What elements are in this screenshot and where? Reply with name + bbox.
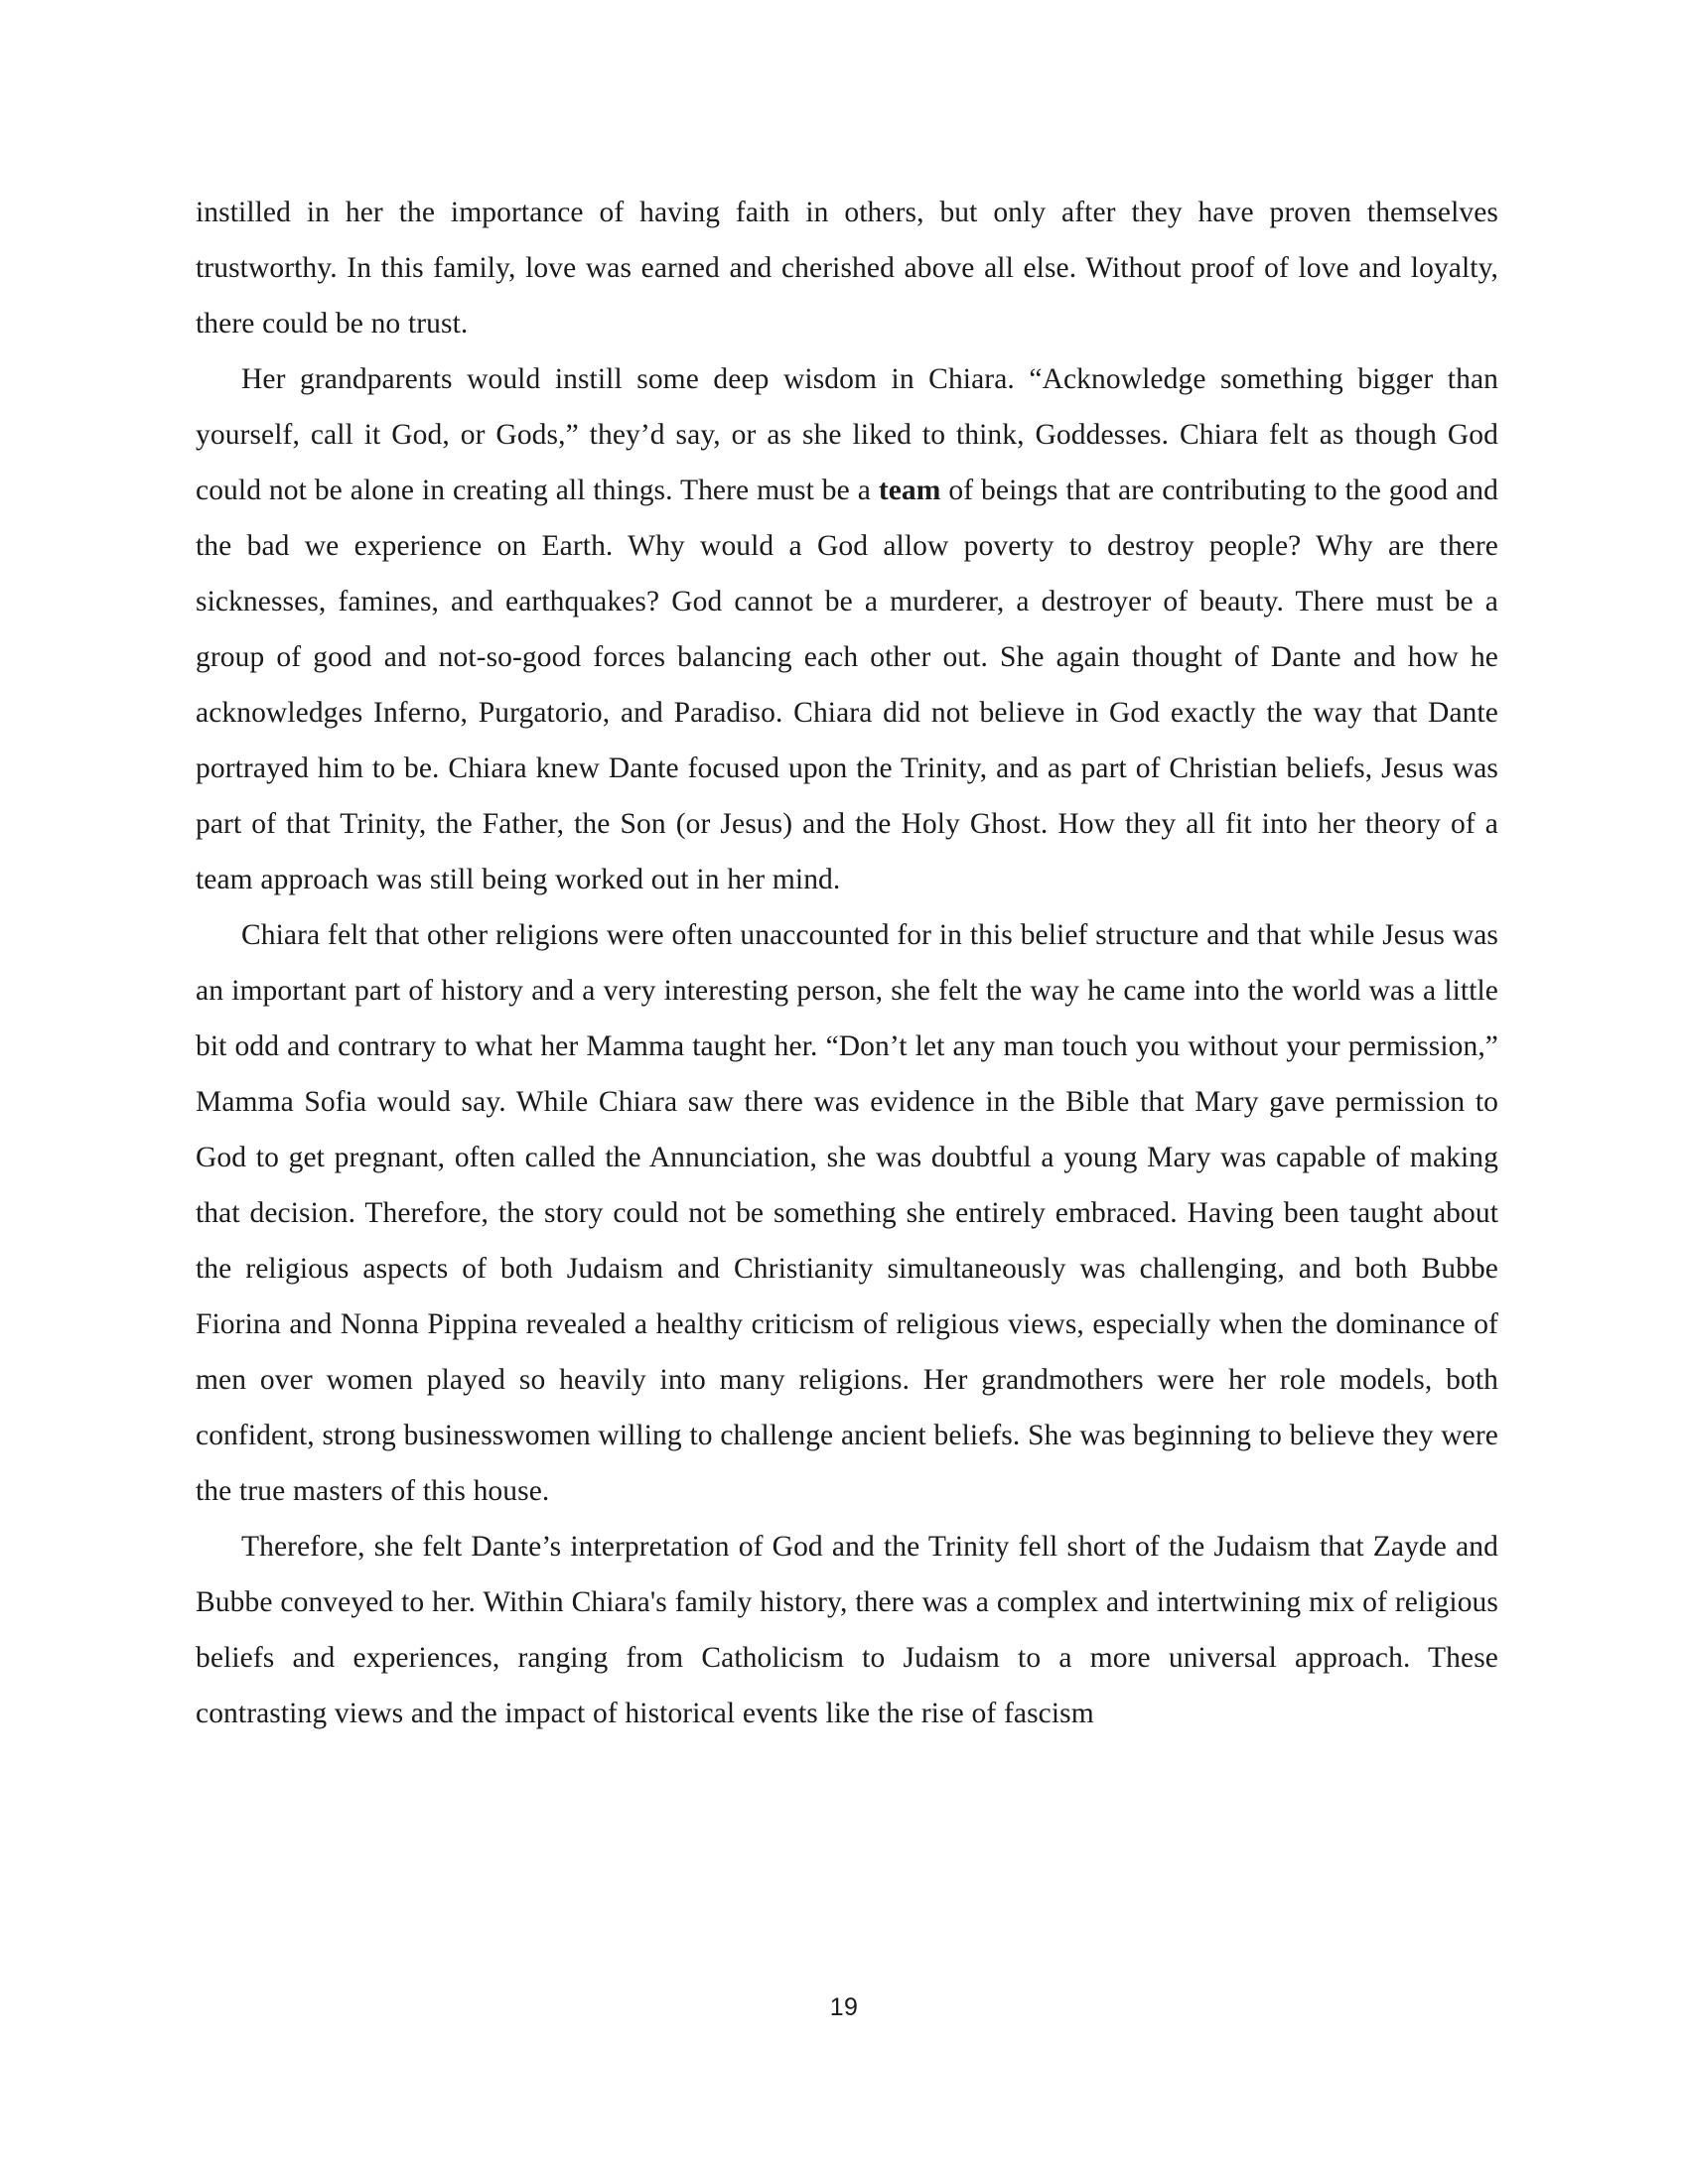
paragraph-2: Her grandparents would instill some deep wisdom in Chiara. “Acknowledge something bigger than yourself, call it God, or Gods,” they’d say, or as she liked to think, Goddesses. Chiara felt as though God could not be alone in creating all things. There must be a team of beings that are contributing to the good and the bad we experience on Earth. Why would a God allow poverty to destroy people? Why are there sicknesses, famines, and earthquakes? God cannot be a murderer, a destroyer of beauty. There must be a group of good and not-so-good forces balancing each other out. She again thought of Dante and how he acknowledges Inferno, Purgatorio, and Paradiso. Chiara did not believe in God exactly the way that Dante portrayed him to be. Chiara knew Dante focused upon the Trinity, and as part of Christian beliefs, Jesus was part of that Trinity, the Father, the Son (or Jesus) and the Holy Ghost. How they all fit into her theory of a team approach was still being worked out in her mind. (196, 363, 1498, 895)
page-number: 19 (829, 1993, 859, 2021)
emphasis-bold: team (878, 475, 941, 506)
body-text-column (196, 185, 1498, 1741)
paragraph-1: instilled in her the importance of having faith in others, but only after they have proven themselves trustworthy. In this family, love was earned and cherished above all else. Without proof of love and loyalty, there could be no trust. (196, 197, 1498, 340)
paragraph-3: Chiara felt that other religions were often unaccounted for in this belief structure and that while Jesus was an important part of history and a very interesting person, she felt the way he came into the world was a little bit odd and contrary to what her Mamma taught her. “Don’t let any man touch you without your permission,” Mamma Sofia would say. While Chiara saw there was evidence in the Bible that Mary gave permission to God to get pregnant, often called the Annunciation, she was doubtful a young Mary was capable of making that decision. Therefore, the story could not be something she entirely embraced. Having been taught about the religious aspects of both Judaism and Christianity simultaneously was challenging, and both Bubbe Fiorina and Nonna Pippina revealed a healthy criticism of religious views, especially when the dominance of men over women played so heavily into many religions. Her grandmothers were her role models, both confident, strong businesswomen willing to challenge ancient beliefs. She was beginning to believe they were the true masters of this house. (196, 919, 1498, 1507)
paragraph-4: Therefore, she felt Dante’s interpretation of God and the Trinity fell short of the Judaism that Zayde and Bubbe conveyed to her. Within Chiara's family history, there was a complex and intertwining mix of religious beliefs and experiences, ranging from Catholicism to Judaism to a more universal approach. These contrasting views and the impact of historical events like the rise of fascism (196, 1531, 1498, 1729)
